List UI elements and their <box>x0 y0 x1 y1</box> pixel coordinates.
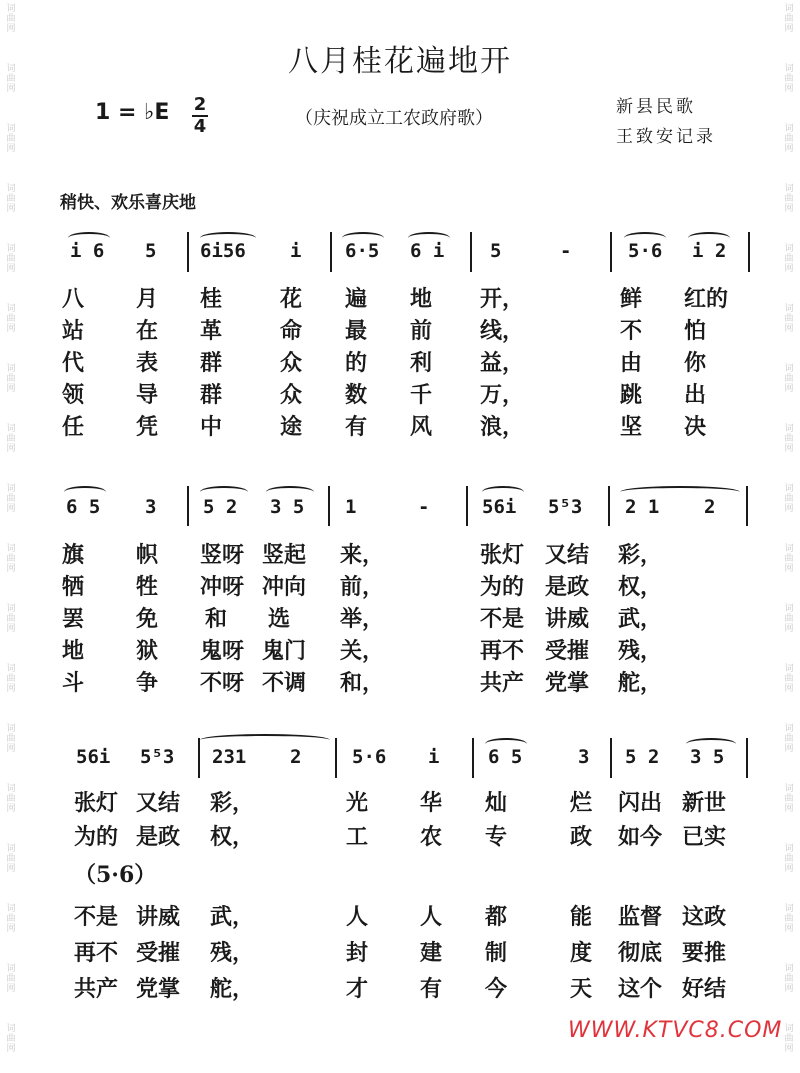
lyric-word: 出 <box>684 382 707 408</box>
margin-watermark-right: 词 曲 网 <box>784 424 794 454</box>
lyric-word: （5·6） <box>74 862 157 888</box>
lyric-word: 争 <box>136 670 159 696</box>
note-group: i <box>428 746 440 768</box>
lyric-word: 牲 <box>136 574 159 600</box>
lyric-word: 制 <box>485 940 508 966</box>
note-group: 3 5 <box>690 746 725 768</box>
margin-watermark-right: 词 曲 网 <box>784 724 794 754</box>
margin-watermark-right: 词 曲 网 <box>784 244 794 274</box>
margin-watermark-left: 词 曲 网 <box>6 904 16 934</box>
margin-watermark-left: 词 曲 网 <box>6 364 16 394</box>
song-subtitle: （庆祝成立工农政府歌） <box>295 108 493 129</box>
note-group: i 6 <box>70 240 105 262</box>
lyric-word: 地 <box>410 286 433 312</box>
lyric-word: 今 <box>485 976 508 1002</box>
lyric-word: 再不 <box>480 638 525 664</box>
margin-watermark-right: 词 曲 网 <box>784 484 794 514</box>
lyric-word: 政 <box>570 824 593 850</box>
lyric-word: 桂 <box>200 286 223 312</box>
lyric-word: 关， <box>340 638 385 664</box>
lyric-word: 和， <box>340 670 385 696</box>
note-group: 5⁵3 <box>548 496 583 518</box>
lyric-word: 党掌 <box>136 976 181 1002</box>
lyric-word: 选 <box>268 606 291 632</box>
lyric-word: 如今 <box>618 824 663 850</box>
note-group: 5·6 <box>352 746 387 768</box>
lyric-word: 众 <box>280 382 303 408</box>
lyric-word: 光 <box>346 790 369 816</box>
lyric-word: 鬼呀 <box>200 638 245 664</box>
lyric-word: 能 <box>570 904 593 930</box>
lyric-word: 是政 <box>545 574 590 600</box>
margin-watermark-left: 词 曲 网 <box>6 964 16 994</box>
note-group: 3 <box>578 746 590 768</box>
lyric-word: 共产 <box>480 670 525 696</box>
lyric-word: 和 <box>205 606 228 632</box>
margin-watermark-left: 词 曲 网 <box>6 184 16 214</box>
lyric-word: 免 <box>136 606 159 632</box>
lyric-word: 花 <box>280 286 303 312</box>
lyric-word: 牺 <box>62 574 85 600</box>
credit-origin: 新县民歌 <box>616 97 696 117</box>
lyric-word: 地 <box>62 638 85 664</box>
lyric-word: 党掌 <box>545 670 590 696</box>
lyric-word: 由 <box>620 350 643 376</box>
lyric-word: 竖呀 <box>200 542 245 568</box>
lyric-word: 的 <box>345 350 368 376</box>
note-group: 56i <box>76 746 111 768</box>
lyric-word: 利 <box>410 350 433 376</box>
lyric-word: 冲呀 <box>200 574 245 600</box>
lyric-word: 共产 <box>74 976 119 1002</box>
lyric-word: 在 <box>136 318 159 344</box>
lyric-word: 鬼门 <box>262 638 307 664</box>
lyric-word: 专 <box>485 824 508 850</box>
lyric-word: 革 <box>200 318 223 344</box>
lyric-word: 有 <box>420 976 443 1002</box>
lyric-word: 都 <box>485 904 508 930</box>
margin-watermark-left: 词 曲 网 <box>6 664 16 694</box>
lyric-word: 彩， <box>210 790 255 816</box>
lyric-word: 讲威 <box>136 904 181 930</box>
lyric-word: 凭 <box>136 414 159 440</box>
lyric-word: 是政 <box>136 824 181 850</box>
lyric-word: 封 <box>346 940 369 966</box>
margin-watermark-right: 词 曲 网 <box>784 364 794 394</box>
lyric-word: 张灯 <box>74 790 119 816</box>
margin-watermark-left: 词 曲 网 <box>6 724 16 754</box>
time-top: 2 <box>193 94 207 115</box>
lyric-word: 舵， <box>210 976 255 1002</box>
lyric-word: 农 <box>420 824 443 850</box>
lyric-word: 群 <box>200 350 223 376</box>
lyric-word: 表 <box>136 350 159 376</box>
tempo-marking: 稍快、欢乐喜庆地 <box>60 193 196 213</box>
lyric-word: 权， <box>210 824 255 850</box>
lyric-word: 不呀 <box>200 670 245 696</box>
lyric-word: 建 <box>420 940 443 966</box>
lyric-word: 线， <box>480 318 525 344</box>
lyric-word: 开， <box>480 286 525 312</box>
lyric-word: 受摧 <box>136 940 181 966</box>
lyric-word: 红的 <box>684 286 729 312</box>
note-group: 1 <box>345 496 357 518</box>
lyric-word: 灿 <box>485 790 508 816</box>
note-group: - <box>418 496 430 518</box>
lyric-word: 不是 <box>480 606 525 632</box>
lyric-word: 举， <box>340 606 385 632</box>
note-group: 2 1 <box>625 496 660 518</box>
lyric-word: 帜 <box>136 542 159 568</box>
lyric-word: 决 <box>684 414 707 440</box>
lyric-word: 冲向 <box>262 574 307 600</box>
time-signature <box>192 96 208 136</box>
lyric-word: 张灯 <box>480 542 525 568</box>
lyric-word: 狱 <box>136 638 159 664</box>
margin-watermark-left: 词 曲 网 <box>6 784 16 814</box>
margin-watermark-left: 词 曲 网 <box>6 844 16 874</box>
lyric-word: 天 <box>570 976 593 1002</box>
lyric-word: 鲜 <box>620 286 643 312</box>
lyric-word: 途 <box>280 414 303 440</box>
margin-watermark-left: 词 曲 网 <box>6 544 16 574</box>
note-group: i 2 <box>692 240 727 262</box>
margin-watermark-left: 词 曲 网 <box>6 244 16 274</box>
lyric-word: 残， <box>618 638 663 664</box>
lyric-word: 代 <box>62 350 85 376</box>
margin-watermark-right: 词 曲 网 <box>784 184 794 214</box>
note-group: 5 <box>145 240 157 262</box>
margin-watermark-right: 词 曲 网 <box>784 844 794 874</box>
lyric-word: 遍 <box>345 286 368 312</box>
song-title: 八月桂花遍地开 <box>288 44 512 79</box>
note-group: 5 2 <box>203 496 238 518</box>
lyric-word: 浪， <box>480 414 525 440</box>
lyric-word: 为的 <box>74 824 119 850</box>
note-group: 2 <box>290 746 302 768</box>
note-group: 6·5 <box>345 240 380 262</box>
lyric-word: 又结 <box>545 542 590 568</box>
lyric-word: 群 <box>200 382 223 408</box>
lyric-word: 受摧 <box>545 638 590 664</box>
note-group: 56i <box>482 496 517 518</box>
lyric-word: 闪出 <box>618 790 663 816</box>
lyric-word: 旗 <box>62 542 85 568</box>
lyric-word: 千 <box>410 382 433 408</box>
lyric-word: 已实 <box>682 824 727 850</box>
lyric-word: 武， <box>210 904 255 930</box>
lyric-word: 华 <box>420 790 443 816</box>
margin-watermark-right: 词 曲 网 <box>784 124 794 154</box>
lyric-word: 最 <box>345 318 368 344</box>
lyric-word: 导 <box>136 382 159 408</box>
lyric-word: 八 <box>62 286 85 312</box>
lyric-word: 益， <box>480 350 525 376</box>
margin-watermark-right: 词 曲 网 <box>784 784 794 814</box>
margin-watermark-right: 词 曲 网 <box>784 904 794 934</box>
lyric-word: 怕 <box>684 318 707 344</box>
lyric-word: 命 <box>280 318 303 344</box>
lyric-word: 你 <box>684 350 707 376</box>
margin-watermark-left: 词 曲 网 <box>6 1024 16 1054</box>
lyric-word: 残， <box>210 940 255 966</box>
margin-watermark-right: 词 曲 网 <box>784 1024 794 1054</box>
note-group: 6 5 <box>488 746 523 768</box>
lyric-word: 有 <box>345 414 368 440</box>
margin-watermark-left: 词 曲 网 <box>6 304 16 334</box>
lyric-word: 彩， <box>618 542 663 568</box>
note-group: 5 <box>490 240 502 262</box>
lyric-word: 武， <box>618 606 663 632</box>
note-group: 6 5 <box>66 496 101 518</box>
lyric-word: 众 <box>280 350 303 376</box>
note-group: 6i56 <box>200 240 246 262</box>
margin-watermark-left: 词 曲 网 <box>6 64 16 94</box>
site-watermark: WWW.KTVC8.COM <box>568 1018 783 1043</box>
lyric-word: 站 <box>62 318 85 344</box>
lyric-word: 好结 <box>682 976 727 1002</box>
lyric-word: 不是 <box>74 904 119 930</box>
note-group: - <box>560 240 572 262</box>
note-group: 3 <box>145 496 157 518</box>
lyric-word: 这政 <box>682 904 727 930</box>
margin-watermark-left: 词 曲 网 <box>6 424 16 454</box>
lyric-word: 坚 <box>620 414 643 440</box>
lyric-word: 前， <box>340 574 385 600</box>
note-group: 2 <box>704 496 716 518</box>
lyric-word: 才 <box>346 976 369 1002</box>
note-group: i <box>290 240 302 262</box>
lyric-word: 斗 <box>62 670 85 696</box>
lyric-word: 人 <box>346 904 369 930</box>
lyric-word: 度 <box>570 940 593 966</box>
lyric-word: 这个 <box>618 976 663 1002</box>
note-group: 6 i <box>410 240 445 262</box>
margin-watermark-left: 词 曲 网 <box>6 4 16 34</box>
lyric-word: 彻底 <box>618 940 663 966</box>
lyric-word: 不调 <box>262 670 307 696</box>
lyric-word: 又结 <box>136 790 181 816</box>
margin-watermark-left: 词 曲 网 <box>6 124 16 154</box>
note-group: 5 2 <box>625 746 660 768</box>
margin-watermark-right: 词 曲 网 <box>784 664 794 694</box>
lyric-word: 人 <box>420 904 443 930</box>
lyric-word: 罢 <box>62 606 85 632</box>
lyric-word: 中 <box>200 414 223 440</box>
margin-watermark-right: 词 曲 网 <box>784 304 794 334</box>
note-group: 5·6 <box>628 240 663 262</box>
margin-watermark-right: 词 曲 网 <box>784 964 794 994</box>
note-group: 231 <box>212 746 247 768</box>
lyric-word: 再不 <box>74 940 119 966</box>
margin-watermark-left: 词 曲 网 <box>6 604 16 634</box>
lyric-word: 来， <box>340 542 385 568</box>
lyric-word: 前 <box>410 318 433 344</box>
note-group: 3 5 <box>270 496 305 518</box>
lyric-word: 月 <box>136 286 159 312</box>
lyric-word: 要推 <box>682 940 727 966</box>
margin-watermark-right: 词 曲 网 <box>784 544 794 574</box>
lyric-word: 风 <box>410 414 433 440</box>
key-signature: 1 = ♭E <box>95 100 170 125</box>
margin-watermark-right: 词 曲 网 <box>784 604 794 634</box>
lyric-word: 权， <box>618 574 663 600</box>
lyric-word: 任 <box>62 414 85 440</box>
credit-transcriber: 王致安记录 <box>616 127 716 147</box>
margin-watermark-right: 词 曲 网 <box>784 4 794 34</box>
lyric-word: 监督 <box>618 904 663 930</box>
lyric-word: 万， <box>480 382 525 408</box>
time-bottom: 4 <box>193 116 207 137</box>
lyric-word: 跳 <box>620 382 643 408</box>
margin-watermark-right: 词 曲 网 <box>784 64 794 94</box>
lyric-word: 烂 <box>570 790 593 816</box>
lyric-word: 竖起 <box>262 542 307 568</box>
lyric-word: 数 <box>345 382 368 408</box>
margin-watermark-left: 词 曲 网 <box>6 484 16 514</box>
lyric-word: 讲威 <box>545 606 590 632</box>
lyric-word: 不 <box>620 318 643 344</box>
lyric-word: 新世 <box>682 790 727 816</box>
lyric-word: 工 <box>346 824 369 850</box>
lyric-word: 为的 <box>480 574 525 600</box>
lyric-word: 领 <box>62 382 85 408</box>
note-group: 5⁵3 <box>140 746 175 768</box>
lyric-word: 舵， <box>618 670 663 696</box>
